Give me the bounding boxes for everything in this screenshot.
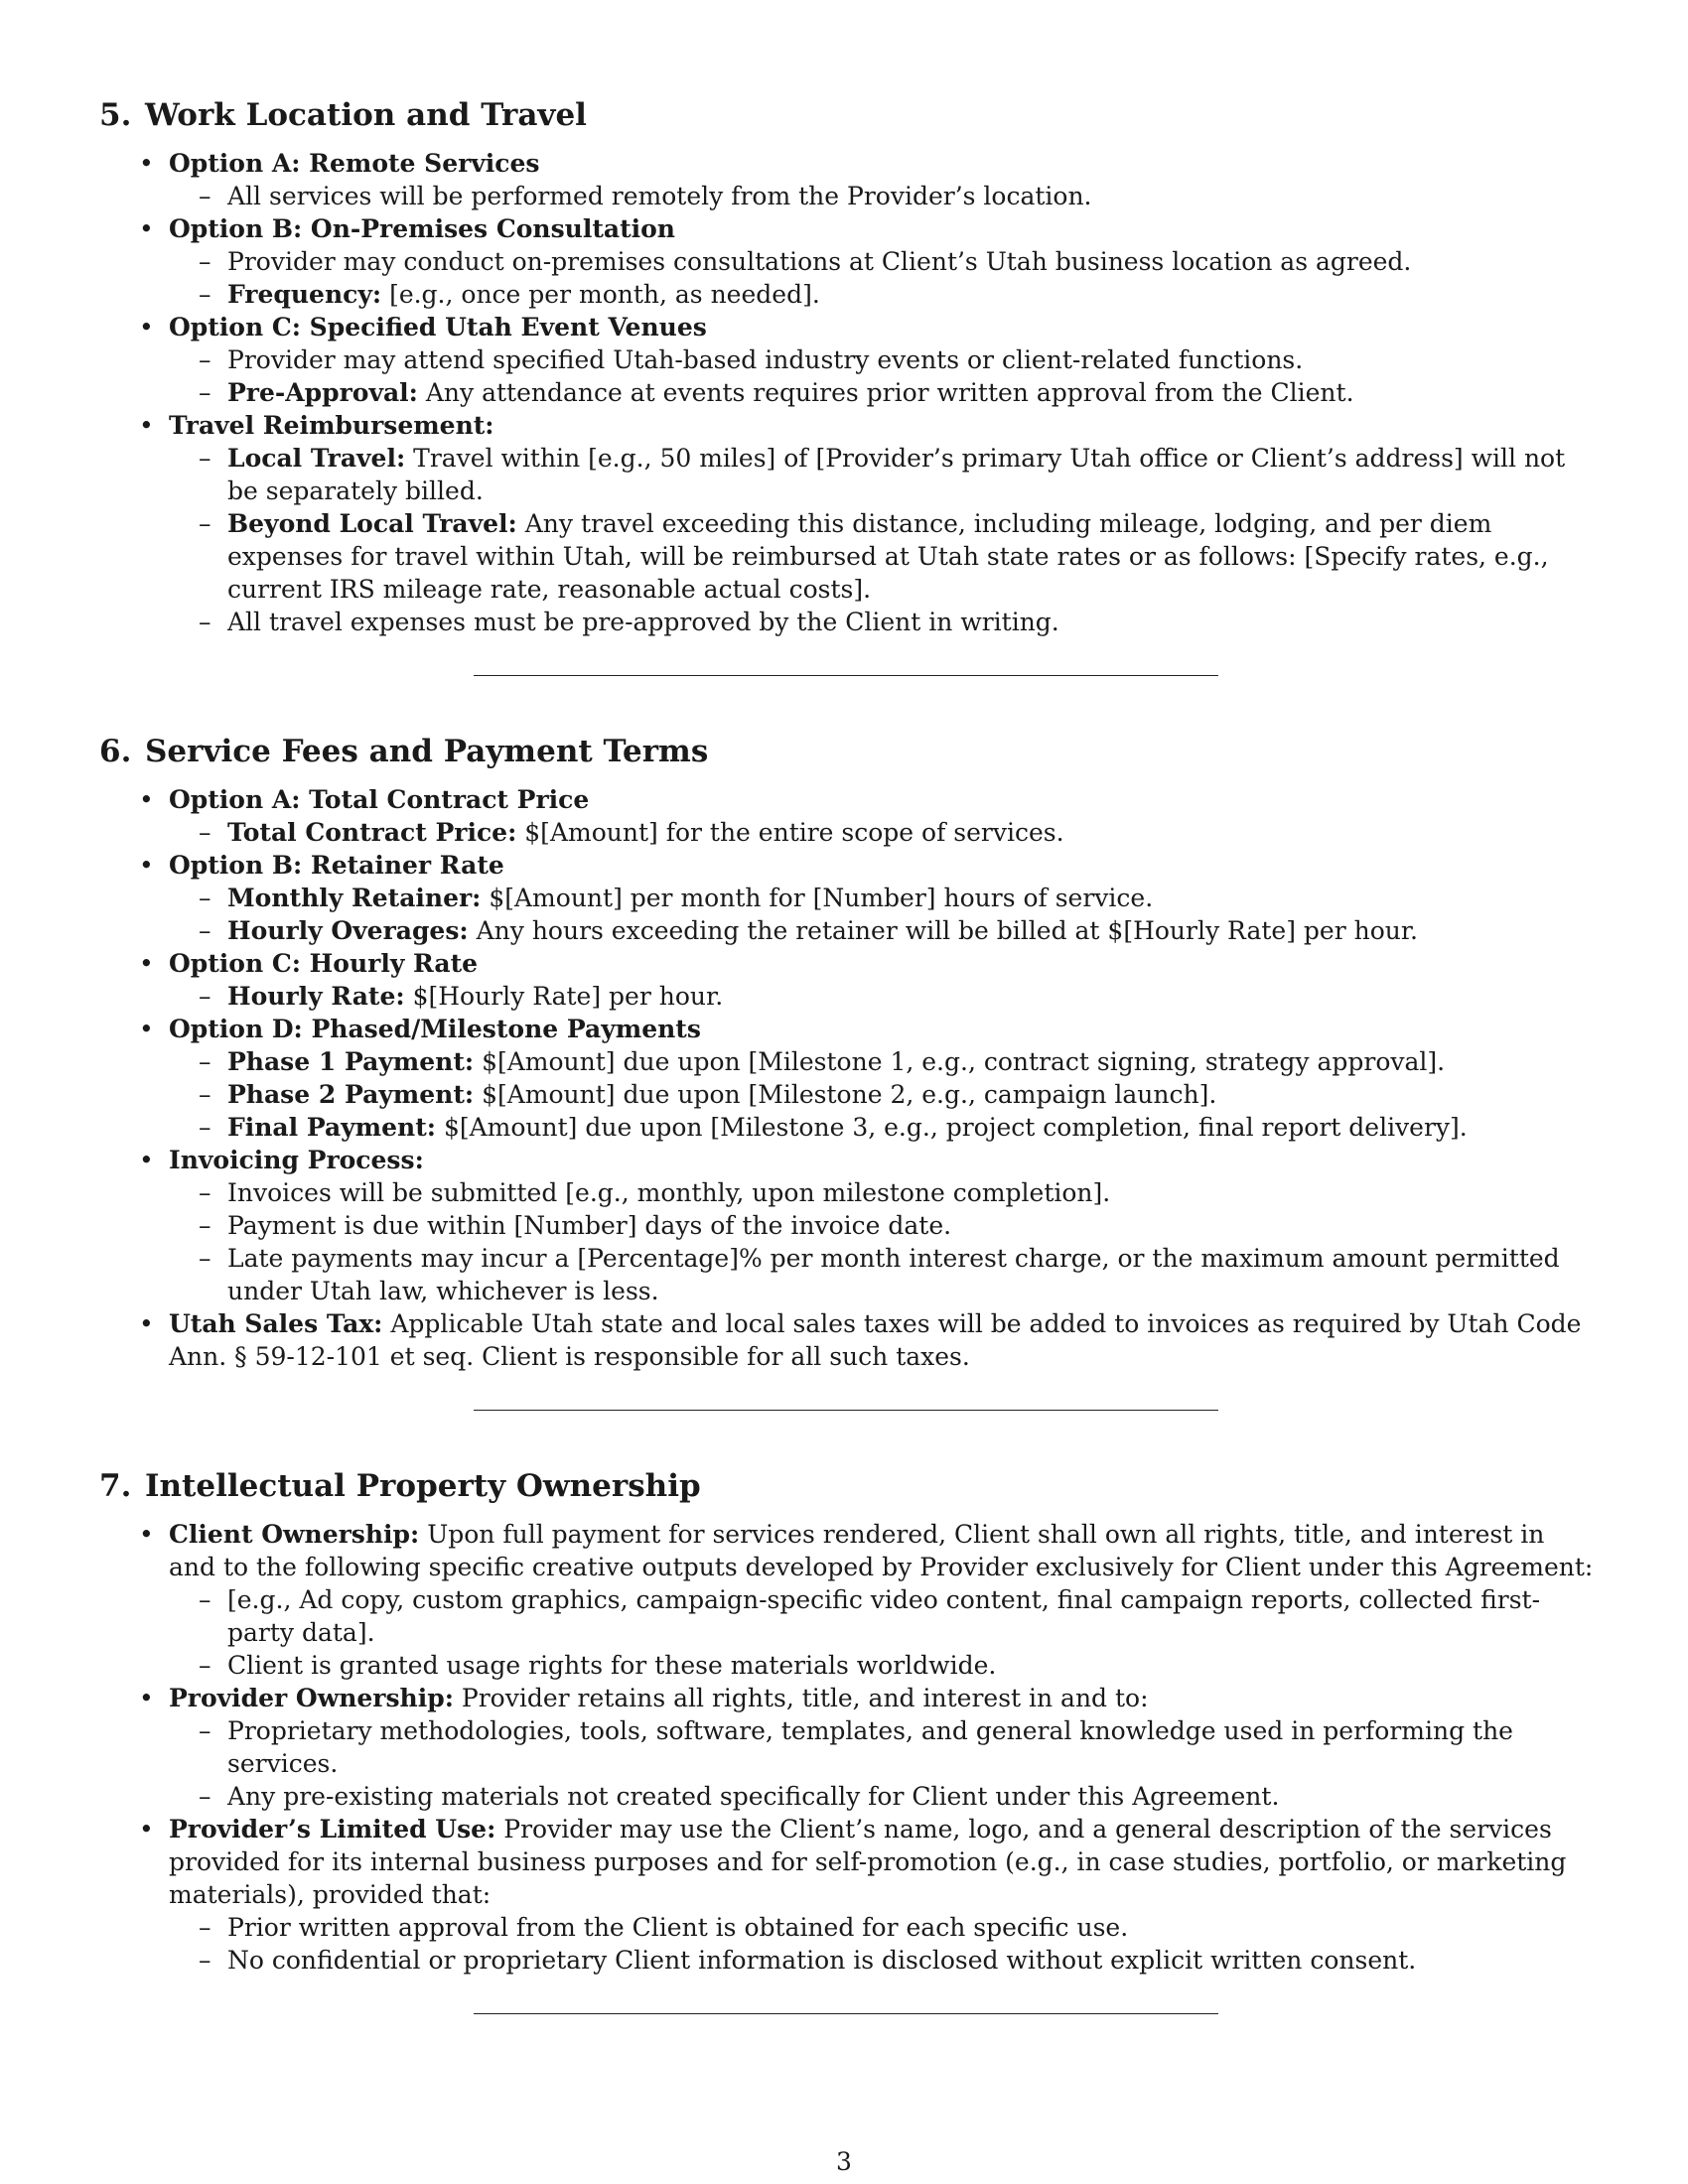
bullet-label: Option D: Phased/Milestone Payments <box>169 1015 701 1043</box>
section-heading <box>99 732 1594 771</box>
sub-item-text: Invoices will be submitted [e.g., monthly, upon milestone completion]. <box>227 1178 1111 1207</box>
bullet-item <box>99 147 1594 212</box>
sub-item-text: All travel expenses must be pre-approved by the Client in writing. <box>227 608 1059 636</box>
sub-item-label: Phase 1 Payment: <box>227 1047 475 1076</box>
bullet-label: Option A: Total Contract Price <box>169 785 590 814</box>
sub-item <box>169 606 1594 638</box>
sub-item <box>169 343 1594 376</box>
sub-item <box>169 376 1594 409</box>
sub-item <box>169 1176 1594 1209</box>
section-number: 7. <box>99 1468 132 1504</box>
section-number: 5. <box>99 97 132 133</box>
section-spacer <box>99 1411 1594 1466</box>
sub-item-text: [e.g., Ad copy, custom graphics, campaign-specific video content, final campaign reports, collected first-party data]. <box>227 1585 1541 1647</box>
sub-list <box>169 180 1594 212</box>
sub-item <box>169 1944 1594 1977</box>
bullet-item <box>99 1518 1594 1682</box>
sub-item <box>169 1242 1594 1307</box>
section-spacer <box>99 676 1594 732</box>
sub-item <box>169 1911 1594 1944</box>
sub-item-text: Any travel exceeding this distance, including mileage, lodging, and per diem expenses for travel within Utah, will be reimbursed at Utah state rates or as follows: [Specify rates, e.g., current IRS mileage rate, reasonable actual costs]. <box>227 509 1549 604</box>
sub-item-label: Frequency: <box>227 280 382 309</box>
bullet-item <box>99 212 1594 311</box>
bullet-text: Upon full payment for services rendered, Client shall own all rights, title, and interest in and to the following specific creative outputs developed by Provider exclusively for Client under this Agreement: <box>169 1520 1594 1581</box>
sub-list <box>169 1045 1594 1144</box>
sub-item-text: $[Amount] for the entire scope of services. <box>524 818 1064 847</box>
bullet-item <box>99 311 1594 409</box>
bullet-list <box>99 783 1594 1373</box>
sub-list <box>169 343 1594 409</box>
sub-item <box>169 1714 1594 1780</box>
bullet-label: Travel Reimbursement: <box>169 411 494 440</box>
sub-item-text: No confidential or proprietary Client information is disclosed without explicit written consent. <box>227 1946 1417 1975</box>
sub-item-text: Any attendance at events requires prior written approval from the Client. <box>425 378 1354 407</box>
sub-item-text: Client is granted usage rights for these materials worldwide. <box>227 1651 997 1680</box>
sub-item <box>169 914 1594 947</box>
sub-list <box>169 1176 1594 1307</box>
sub-item-text: $[Amount] per month for [Number] hours of service. <box>489 884 1154 912</box>
sub-item <box>169 1583 1594 1649</box>
sub-item-text: Provider may attend specified Utah-based industry events or client-related functions. <box>227 345 1304 374</box>
sub-item-text: $[Hourly Rate] per hour. <box>412 982 724 1011</box>
page-number: 3 <box>836 2147 852 2176</box>
sub-item-text: [e.g., once per month, as needed]. <box>389 280 820 309</box>
section-5 <box>99 95 1594 676</box>
bullet-label: Option B: On-Premises Consultation <box>169 214 675 243</box>
sub-item-text: Any pre-existing materials not created specifically for Client under this Agreement. <box>227 1782 1280 1811</box>
sub-item <box>169 1209 1594 1242</box>
sub-item-label: Phase 2 Payment: <box>227 1080 475 1109</box>
bullet-item <box>99 849 1594 947</box>
sub-list <box>169 980 1594 1013</box>
sub-list <box>169 816 1594 849</box>
bullet-item <box>99 947 1594 1013</box>
bullet-item <box>99 1682 1594 1813</box>
bullet-label: Utah Sales Tax: <box>169 1309 383 1338</box>
sub-list <box>169 442 1594 638</box>
bullet-label: Invoicing Process: <box>169 1146 424 1174</box>
sub-item-label: Hourly Overages: <box>227 916 469 945</box>
sub-item-text: Prior written approval from the Client is obtained for each specific use. <box>227 1913 1129 1942</box>
section-6 <box>99 732 1594 1411</box>
bullet-item <box>99 1013 1594 1144</box>
sub-list <box>169 882 1594 947</box>
sub-item <box>169 180 1594 212</box>
section-title: Work Location and Travel <box>145 97 587 133</box>
sub-item <box>169 245 1594 278</box>
sub-item-label: Monthly Retainer: <box>227 884 482 912</box>
document-body <box>99 95 1594 2014</box>
section-heading <box>99 95 1594 135</box>
sub-item-text: Proprietary methodologies, tools, software, templates, and general knowledge used in performing the services. <box>227 1716 1513 1778</box>
sub-item-text: Late payments may incur a [Percentage]% per month interest charge, or the maximum amount permitted under Utah law, whichever is less. <box>227 1244 1560 1305</box>
section-number: 6. <box>99 734 132 769</box>
sub-item-text: $[Amount] due upon [Milestone 2, e.g., campaign launch]. <box>482 1080 1217 1109</box>
sub-item-label: Local Travel: <box>227 444 406 473</box>
bullet-list <box>99 1518 1594 1977</box>
horizontal-rule <box>474 2013 1218 2014</box>
sub-list <box>169 1583 1594 1682</box>
sub-item-label: Total Contract Price: <box>227 818 517 847</box>
bullet-label: Option A: Remote Services <box>169 149 540 178</box>
sub-item-text: Payment is due within [Number] days of the invoice date. <box>227 1211 952 1240</box>
bullet-text: Applicable Utah state and local sales taxes will be added to invoices as required by Utah Code Ann. § 59-12-101 et seq. Client is responsible for all such taxes. <box>169 1309 1582 1371</box>
bullet-item <box>99 1144 1594 1307</box>
sub-list <box>169 245 1594 311</box>
bullet-item <box>99 1307 1594 1373</box>
sub-item <box>169 1649 1594 1682</box>
sub-item <box>169 278 1594 311</box>
sub-item <box>169 980 1594 1013</box>
sub-item-label: Pre-Approval: <box>227 378 418 407</box>
section-heading <box>99 1466 1594 1506</box>
sub-list <box>169 1714 1594 1813</box>
sub-item-text: Any hours exceeding the retainer will be billed at $[Hourly Rate] per hour. <box>476 916 1418 945</box>
bullet-item <box>99 409 1594 638</box>
bullet-label: Client Ownership: <box>169 1520 420 1549</box>
sub-item <box>169 1111 1594 1144</box>
section-title: Service Fees and Payment Terms <box>145 734 709 769</box>
bullet-text: Provider may use the Client’s name, logo, and a general description of the services provided for its internal business purposes and for self-promotion (e.g., in case studies, portfolio, or marketing materials), provided that: <box>169 1815 1567 1909</box>
bullet-item <box>99 1813 1594 1977</box>
sub-item-text: Travel within [e.g., 50 miles] of [Provider’s primary Utah office or Client’s address] will not be separately billed. <box>227 444 1566 505</box>
bullet-text: Provider retains all rights, title, and interest in and to: <box>461 1684 1149 1712</box>
section-7 <box>99 1466 1594 2014</box>
bullet-label: Provider’s Limited Use: <box>169 1815 496 1843</box>
sub-item <box>169 1078 1594 1111</box>
sub-item <box>169 1780 1594 1813</box>
sub-item <box>169 442 1594 507</box>
bullet-label: Option B: Retainer Rate <box>169 851 504 880</box>
sub-item-label: Beyond Local Travel: <box>227 509 517 538</box>
sub-item <box>169 882 1594 914</box>
bullet-label: Option C: Specified Utah Event Venues <box>169 313 707 341</box>
sub-item-text: $[Amount] due upon [Milestone 3, e.g., project completion, final report delivery]. <box>443 1113 1468 1142</box>
sub-item-text: All services will be performed remotely from the Provider’s location. <box>227 182 1092 210</box>
sub-item <box>169 1045 1594 1078</box>
section-title: Intellectual Property Ownership <box>145 1468 701 1504</box>
sub-item-text: $[Amount] due upon [Milestone 1, e.g., contract signing, strategy approval]. <box>482 1047 1446 1076</box>
bullet-list <box>99 147 1594 638</box>
sub-item <box>169 507 1594 606</box>
sub-item-text: Provider may conduct on-premises consultations at Client’s Utah business location as agreed. <box>227 247 1412 276</box>
bullet-label: Provider Ownership: <box>169 1684 454 1712</box>
sub-item-label: Hourly Rate: <box>227 982 405 1011</box>
sub-item <box>169 816 1594 849</box>
bullet-label: Option C: Hourly Rate <box>169 949 479 978</box>
sub-item-label: Final Payment: <box>227 1113 436 1142</box>
sub-list <box>169 1911 1594 1977</box>
bullet-item <box>99 783 1594 849</box>
